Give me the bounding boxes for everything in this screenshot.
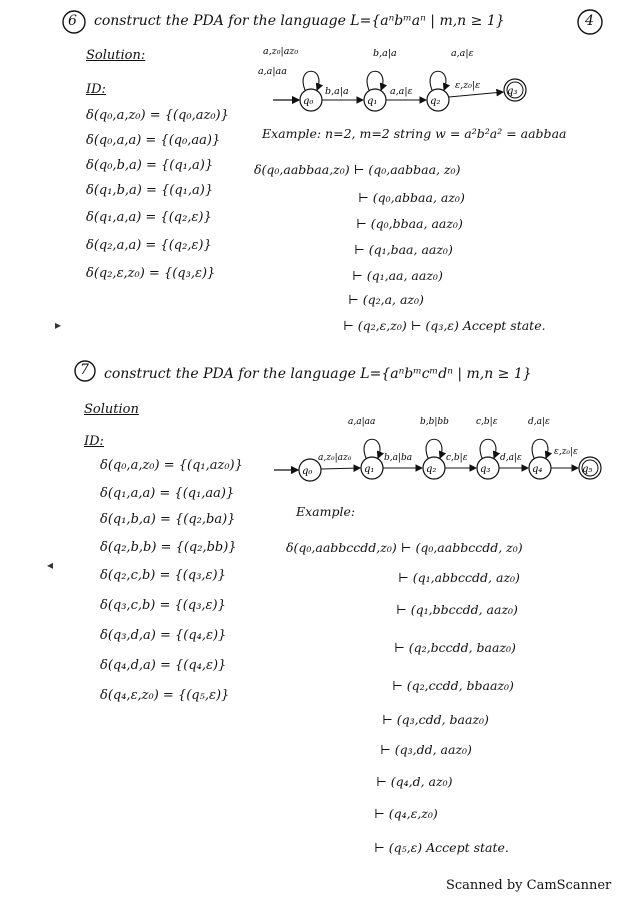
- scan-mark: ▸: [55, 318, 62, 332]
- edge-q2-q3: [449, 92, 503, 97]
- derivation-step: ⊢ (q₁,baa, aaz₀): [354, 242, 453, 257]
- loop-q1: [364, 439, 380, 458]
- page-badge: 4: [585, 13, 594, 29]
- state-label: q₄: [532, 464, 543, 475]
- loop-q2: [430, 71, 446, 90]
- problem-number: 7: [80, 362, 89, 378]
- state-label: q₅: [582, 464, 593, 475]
- id-line: δ(q₂,c,b) = {(q₃,ε)}: [100, 568, 226, 583]
- state-label: q₃: [507, 86, 518, 97]
- id-line: δ(q₃,d,a) = {(q₄,ε)}: [100, 628, 227, 643]
- id-line: δ(q₄,ε,z₀) = {(q₅,ε)}: [100, 688, 230, 703]
- transition-label: a,z₀|az₀: [318, 453, 352, 463]
- problem-title: construct the PDA for the language L={aⁿbᵐaⁿ | m,n ≥ 1}: [94, 13, 505, 29]
- transition-label: b,a|a: [325, 86, 349, 97]
- state-diagram: [255, 40, 555, 120]
- id-line: δ(q₄,d,a) = {(q₄,ε)}: [100, 658, 227, 673]
- state-label: q₁: [367, 96, 378, 107]
- id-line: δ(q₁,a,a) = {(q₁,aa)}: [100, 486, 235, 501]
- derivation-step: ⊢ (q₂,bccdd, baaz₀): [394, 640, 516, 655]
- derivation-step: ⊢ (q₅,ε) Accept state.: [374, 840, 509, 855]
- id-line: δ(q₀,a,z₀) = {(q₀,az₀)}: [86, 108, 229, 123]
- derivation-step: ⊢ (q₀,abbaa, az₀): [358, 190, 465, 205]
- loop-q4: [532, 439, 548, 458]
- derivation-step: ⊢ (q₁,abbccdd, az₀): [398, 570, 520, 585]
- scanner-footer: Scanned by CamScanner: [446, 878, 612, 893]
- transition-label: a,a|aa: [258, 66, 287, 77]
- transition-label: a,z₀|az₀: [263, 46, 299, 57]
- transition-label: a,a|aa: [348, 417, 376, 427]
- problem-number: 6: [68, 13, 77, 29]
- derivation-step: δ(q₀,aabbccdd,z₀) ⊢ (q₀,aabbccdd, z₀): [286, 540, 523, 555]
- id-line: δ(q₀,a,z₀) = {(q₁,az₀)}: [100, 458, 243, 473]
- derivation-step: ⊢ (q₁,aa, aaz₀): [352, 268, 443, 283]
- derivation-step: ⊢ (q₄,ε,z₀): [374, 806, 438, 821]
- loop-q3: [480, 439, 496, 458]
- transition-label: b,a|ba: [384, 453, 413, 463]
- state-label: q₂: [426, 464, 437, 475]
- example-line: Example: n=2, m=2 string w = a²b²a² = aabbaa: [262, 126, 567, 141]
- id-line: δ(q₂,ε,z₀) = {(q₃,ε)}: [86, 266, 216, 281]
- id-line: δ(q₀,a,a) = {(q₀,aa)}: [86, 133, 221, 148]
- transition-label: a,a|ε: [390, 86, 413, 97]
- id-label: ID:: [86, 82, 106, 97]
- id-line: δ(q₀,b,a) = {(q₁,a)}: [86, 158, 214, 173]
- id-line: δ(q₃,c,b) = {(q₃,ε)}: [100, 598, 226, 613]
- id-line: δ(q₁,a,a) = {(q₂,ε)}: [86, 210, 212, 225]
- state-label: q₀: [302, 466, 313, 477]
- transition-label: b,b|bb: [420, 417, 449, 427]
- derivation-step: ⊢ (q₀,bbaa, aaz₀): [356, 216, 463, 231]
- id-label: ID:: [84, 434, 104, 449]
- state-label: q₃: [480, 464, 491, 475]
- transition-label: ε,z₀|ε: [455, 80, 481, 91]
- loop-q0: [303, 71, 319, 90]
- id-line: δ(q₁,b,a) = {(q₂,ba)}: [100, 512, 236, 527]
- derivation-step: ⊢ (q₄,d, az₀): [376, 774, 453, 789]
- state-label: q₁: [364, 464, 375, 475]
- solution-label: Solution:: [86, 48, 146, 63]
- transition-label: c,b|ε: [476, 417, 498, 427]
- transition-label: ε,z₀|ε: [554, 447, 578, 457]
- problem-title: construct the PDA for the language L={aⁿbᵐcᵐdⁿ | m,n ≥ 1}: [104, 366, 532, 382]
- example-line: Example:: [296, 504, 356, 519]
- solution-label: Solution: [84, 402, 139, 417]
- loop-q1: [367, 71, 383, 90]
- scan-mark: ◂: [47, 558, 54, 572]
- derivation-step: δ(q₀,aabbaa,z₀) ⊢ (q₀,aabbaa, z₀): [254, 162, 461, 177]
- state-label: q₂: [430, 96, 441, 107]
- edge-q0-q1: [321, 468, 360, 469]
- transition-label: b,a|a: [373, 48, 397, 59]
- derivation-step: ⊢ (q₂,ε,z₀) ⊢ (q₃,ε) Accept state.: [343, 318, 546, 333]
- derivation-step: ⊢ (q₂,ccdd, bbaaz₀): [392, 678, 514, 693]
- id-line: δ(q₂,a,a) = {(q₂,ε)}: [86, 238, 212, 253]
- transition-label: c,b|ε: [446, 453, 468, 463]
- derivation-step: ⊢ (q₁,bbccdd, aaz₀): [396, 602, 518, 617]
- transition-label: a,a|ε: [451, 48, 474, 59]
- derivation-step: ⊢ (q₂,a, az₀): [348, 292, 424, 307]
- derivation-step: ⊢ (q₃,dd, aaz₀): [380, 742, 472, 757]
- id-line: δ(q₁,b,a) = {(q₁,a)}: [86, 183, 214, 198]
- loop-q2: [426, 439, 442, 458]
- transition-label: d,a|ε: [528, 417, 550, 427]
- state-diagram: [272, 408, 612, 492]
- state-label: q₀: [303, 96, 314, 107]
- id-line: δ(q₂,b,b) = {(q₂,bb)}: [100, 540, 237, 555]
- derivation-step: ⊢ (q₃,cdd, baaz₀): [382, 712, 489, 727]
- transition-label: d,a|ε: [500, 453, 522, 463]
